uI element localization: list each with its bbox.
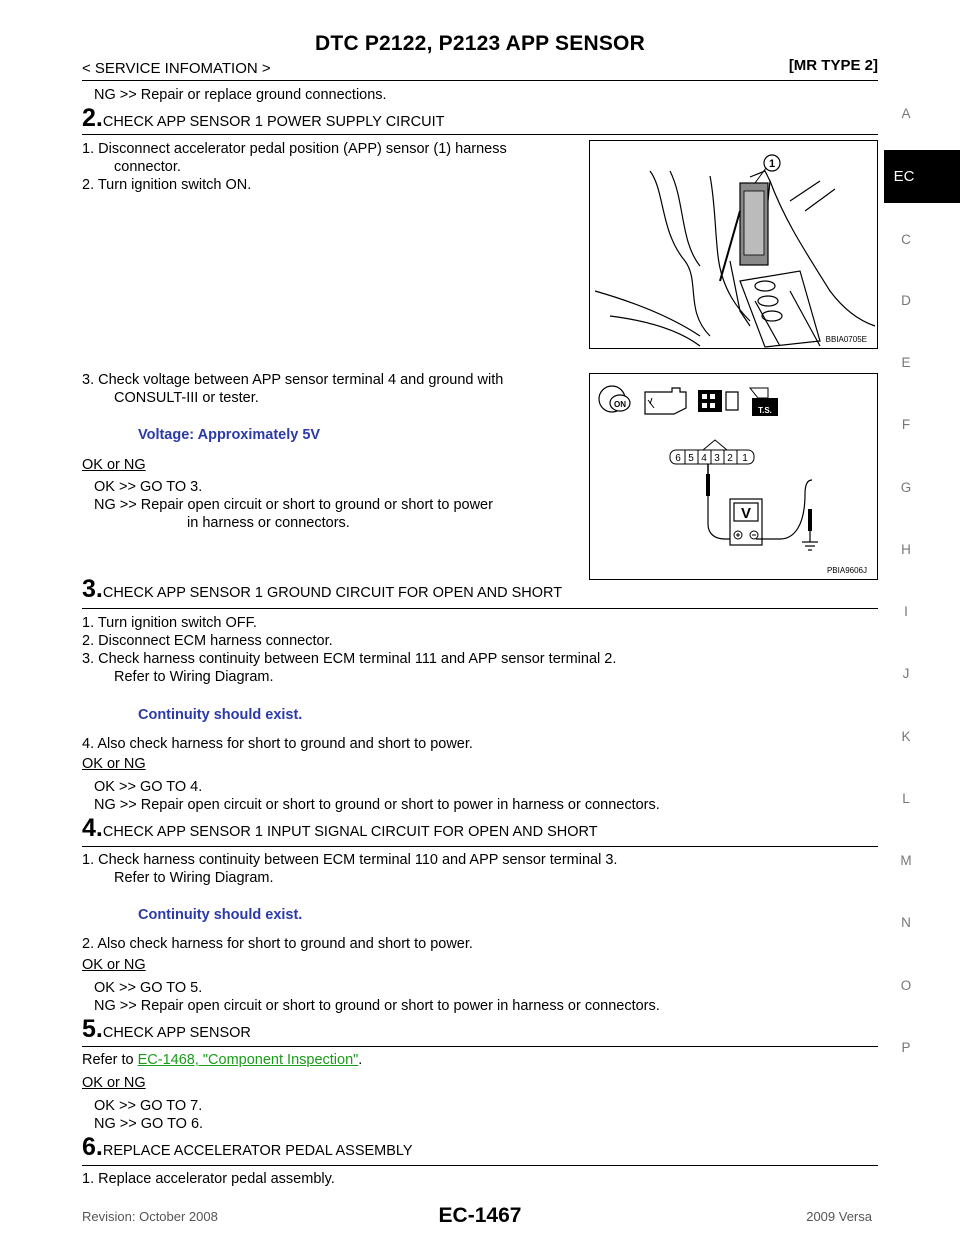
ok-or-ng-label: OK or NG [82, 457, 146, 473]
step-4-heading [82, 814, 598, 843]
step-3-instruction-1: 1. Turn ignition switch OFF. [82, 615, 257, 631]
step-6-heading [82, 1133, 413, 1162]
terminal-4: 4 [701, 453, 707, 464]
index-letter-c[interactable]: C [901, 232, 911, 247]
connector-icon [698, 390, 738, 412]
terminal-5: 5 [688, 453, 694, 464]
ng-result-cont: in harness or connectors. [187, 515, 350, 531]
header-rule [82, 80, 878, 81]
index-tab-ec-active[interactable] [884, 150, 960, 203]
reference-prefix: Refer to [82, 1052, 138, 1068]
step-title: CHECK APP SENSOR 1 INPUT SIGNAL CIRCUIT FOR OPEN AND SHORT [102, 824, 598, 840]
step-2-instruction-1: 1. Disconnect accelerator pedal position (APP) sensor (1) harness [82, 141, 507, 157]
ignition-on-label: ON [614, 400, 626, 409]
step-3-instruction-2: 2. Disconnect ECM harness connector. [82, 633, 333, 649]
terminal-3: 3 [714, 453, 720, 464]
revision-date: Revision: October 2008 [82, 1209, 218, 1224]
ok-or-ng-label: OK or NG [82, 756, 146, 772]
ok-result: OK >> GO TO 5. [94, 980, 203, 996]
step-number: 4. [82, 814, 103, 842]
negative-probe [808, 509, 812, 531]
index-tab-ec-label: EC [893, 168, 915, 185]
index-letter-p[interactable]: P [901, 1040, 911, 1055]
step-3-instruction-3: 3. Check harness continuity between ECM terminal 111 and APP sensor terminal 2. [82, 651, 617, 667]
section-label: < SERVICE INFOMATION > [82, 60, 271, 77]
index-letter-e[interactable]: E [901, 355, 911, 370]
component-inspection-link[interactable]: EC-1468, "Component Inspection" [137, 1052, 359, 1068]
terminal-6: 6 [675, 453, 681, 464]
voltage-spec: Voltage: Approximately 5V [138, 427, 321, 443]
ok-result: OK >> GO TO 7. [94, 1098, 203, 1114]
index-letter-i[interactable]: I [904, 604, 908, 619]
step-5-heading [82, 1015, 251, 1044]
voltmeter-label: V [740, 505, 752, 522]
index-letter-d[interactable]: D [901, 293, 911, 308]
page-title: DTC P2122, P2123 APP SENSOR [315, 32, 645, 55]
step-3-instruction-3-cont: Refer to Wiring Diagram. [114, 669, 274, 685]
ok-or-ng-label: OK or NG [82, 957, 146, 973]
section-index-sidebar [884, 0, 960, 1242]
step-3-heading [82, 575, 562, 604]
ng-result: NG >> GO TO 6. [94, 1116, 204, 1132]
vehicle-model: 2009 Versa [806, 1209, 872, 1224]
index-letter-h[interactable]: H [901, 542, 911, 557]
step-6-instruction-1: 1. Replace accelerator pedal assembly. [82, 1171, 335, 1187]
step-2-instruction-2: 2. Turn ignition switch ON. [82, 177, 252, 193]
step-rule [82, 608, 878, 609]
accelerator-pedal-illustration [590, 141, 877, 348]
index-letter-n[interactable]: N [901, 915, 911, 930]
page-number: EC-1467 [438, 1204, 522, 1227]
engine-type-label: [MR TYPE 2] [788, 57, 878, 74]
step-5-reference [82, 1051, 362, 1069]
step-2-instruction-3: 3. Check voltage between APP sensor terminal 4 and ground with [82, 372, 504, 388]
index-letter-f[interactable]: F [901, 417, 911, 432]
step-title: CHECK APP SENSOR [102, 1025, 251, 1041]
ok-result: OK >> GO TO 3. [94, 479, 203, 495]
reference-suffix: . [358, 1052, 363, 1068]
ok-or-ng-label: OK or NG [82, 1075, 146, 1091]
index-letter-k[interactable]: K [901, 729, 911, 744]
step-title: CHECK APP SENSOR 1 GROUND CIRCUIT FOR OPEN AND SHORT [102, 585, 563, 601]
continuity-spec: Continuity should exist. [138, 907, 303, 923]
ok-result: OK >> GO TO 4. [94, 779, 203, 795]
step-2-instruction-3-cont: CONSULT-III or tester. [114, 390, 259, 406]
step-number: 3. [82, 575, 103, 603]
index-letter-j[interactable]: J [902, 666, 910, 681]
figure-1-id: BBIA0705E [825, 335, 867, 344]
terminal-1: 1 [742, 453, 748, 464]
step-title: REPLACE ACCELERATOR PEDAL ASSEMBLY [102, 1143, 413, 1159]
continuity-spec: Continuity should exist. [138, 707, 303, 723]
accelerator-pedal-figure [589, 140, 878, 349]
voltage-check-figure [589, 373, 878, 580]
callout-1-label: 1 [768, 158, 776, 170]
step-title: CHECK APP SENSOR 1 POWER SUPPLY CIRCUIT [102, 114, 445, 130]
step-rule [82, 846, 878, 847]
step-4-instruction-2: 2. Also check harness for short to ground and short to power. [82, 936, 473, 952]
step-2-instruction-1-cont: connector. [114, 159, 181, 175]
ground-symbol [802, 542, 818, 550]
terminal-2: 2 [727, 453, 733, 464]
figure-2-id: PBIA9606J [826, 566, 867, 575]
step-number: 2. [82, 104, 103, 132]
index-letter-g[interactable]: G [900, 480, 912, 495]
step-number: 6. [82, 1133, 103, 1161]
voltage-check-diagram [590, 374, 877, 579]
step-rule [82, 134, 878, 135]
step-number: 5. [82, 1015, 103, 1043]
step-4-instruction-1: 1. Check harness continuity between ECM terminal 110 and APP sensor terminal 3. [82, 852, 618, 868]
ng-result: NG >> Repair open circuit or short to ground or short to power in harness or connectors. [94, 797, 660, 813]
index-letter-a[interactable]: A [901, 106, 911, 121]
step-2-heading [82, 104, 445, 133]
ts-label: T.S. [758, 406, 772, 415]
ng-result: NG >> Repair open circuit or short to ground or short to power in harness or connectors. [94, 998, 660, 1014]
index-letter-m[interactable]: M [900, 853, 912, 868]
index-letter-o[interactable]: O [900, 978, 912, 993]
prior-step-ng-result: NG >> Repair or replace ground connections. [94, 87, 387, 103]
index-letter-l[interactable]: L [902, 791, 910, 806]
step-rule [82, 1165, 878, 1166]
step-4-instruction-1-cont: Refer to Wiring Diagram. [114, 870, 274, 886]
step-3-instruction-4: 4. Also check harness for short to ground and short to power. [82, 736, 473, 752]
step-rule [82, 1046, 878, 1047]
ng-result: NG >> Repair open circuit or short to ground or short to power [94, 497, 493, 513]
positive-probe [706, 474, 710, 496]
engine-icon [645, 388, 686, 414]
